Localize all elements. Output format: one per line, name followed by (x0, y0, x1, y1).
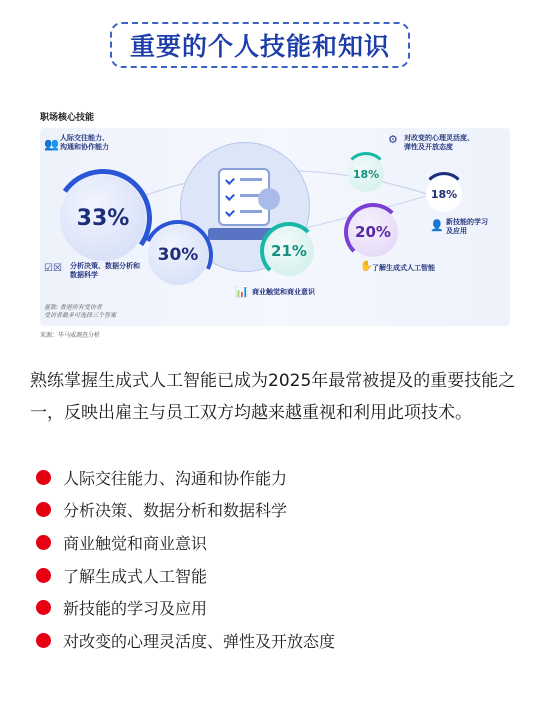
summary-paragraph: 熟练掌握生成式人工智能已成为2025年最常被提及的重要技能之一，反映出雇主与员工双方均越来越重视和利用此项技术。 (30, 371, 516, 423)
caption-learning: 新技能的学习 及应用 (446, 218, 488, 236)
caption-business: 商业触觉和商业意识 (252, 288, 315, 296)
list-item: 了解生成式人工智能 (36, 559, 335, 592)
list-item: 对改变的心理灵活度、弹性及开放态度 (36, 624, 335, 657)
checkbox-icon: ☑☒ (44, 263, 62, 274)
list-item: 商业触觉和商业意识 (36, 526, 335, 559)
bullet-dot-icon (36, 470, 51, 485)
skill-value: 33% (76, 205, 130, 231)
bullet-dot-icon (36, 502, 51, 517)
caption-interpersonal: 人际交往能力、 沟通和协作能力 (60, 134, 109, 152)
skill-value: 18% (430, 187, 458, 201)
caption-analytics: 分析决策、数据分析和 数据科学 (70, 262, 140, 280)
skill-value: 30% (157, 245, 199, 265)
progress-ring-18-teal (344, 152, 388, 196)
base-note: 基数: 香港所有受访者 受访者最多可选择三个答案 (44, 304, 117, 320)
presentation-icon: 📊 (235, 285, 249, 298)
infographic-heading: 职场核心技能 (40, 113, 95, 123)
list-item: 新技能的学习及应用 (36, 591, 335, 624)
figure-source: 来源：毕马威调查分析 (40, 332, 101, 339)
ai-hand-icon: ✋ (360, 261, 373, 272)
bullet-dot-icon (36, 535, 51, 550)
skill-value: 18% (352, 167, 380, 181)
person-icon (258, 188, 280, 210)
caption-flexibility: 对改变的心理灵活度、 弹性及开放态度 (404, 134, 474, 152)
page-title: 重要的个人技能和知识 (129, 32, 390, 61)
list-item: 分析决策、数据分析和数据科学 (36, 494, 335, 527)
people-talking-icon: 👥 (44, 137, 59, 151)
skill-value: 21% (271, 242, 307, 260)
brain-gear-icon: ⚙ (388, 133, 398, 146)
learner-icon: 👤 (430, 219, 444, 232)
progress-ring-21 (260, 222, 318, 280)
progress-ring-18-navy (422, 172, 466, 216)
title-banner (110, 22, 410, 68)
skill-value: 20% (355, 223, 391, 241)
skills-infographic (30, 100, 520, 343)
bullet-dot-icon (36, 568, 51, 583)
bullet-dot-icon (36, 633, 51, 648)
bullet-dot-icon (36, 600, 51, 615)
skills-bullet-list (36, 461, 335, 657)
caption-genai: 了解生成式人工智能 (372, 264, 435, 272)
progress-ring-20 (344, 203, 402, 261)
list-item: 人际交往能力、沟通和协作能力 (36, 461, 335, 494)
